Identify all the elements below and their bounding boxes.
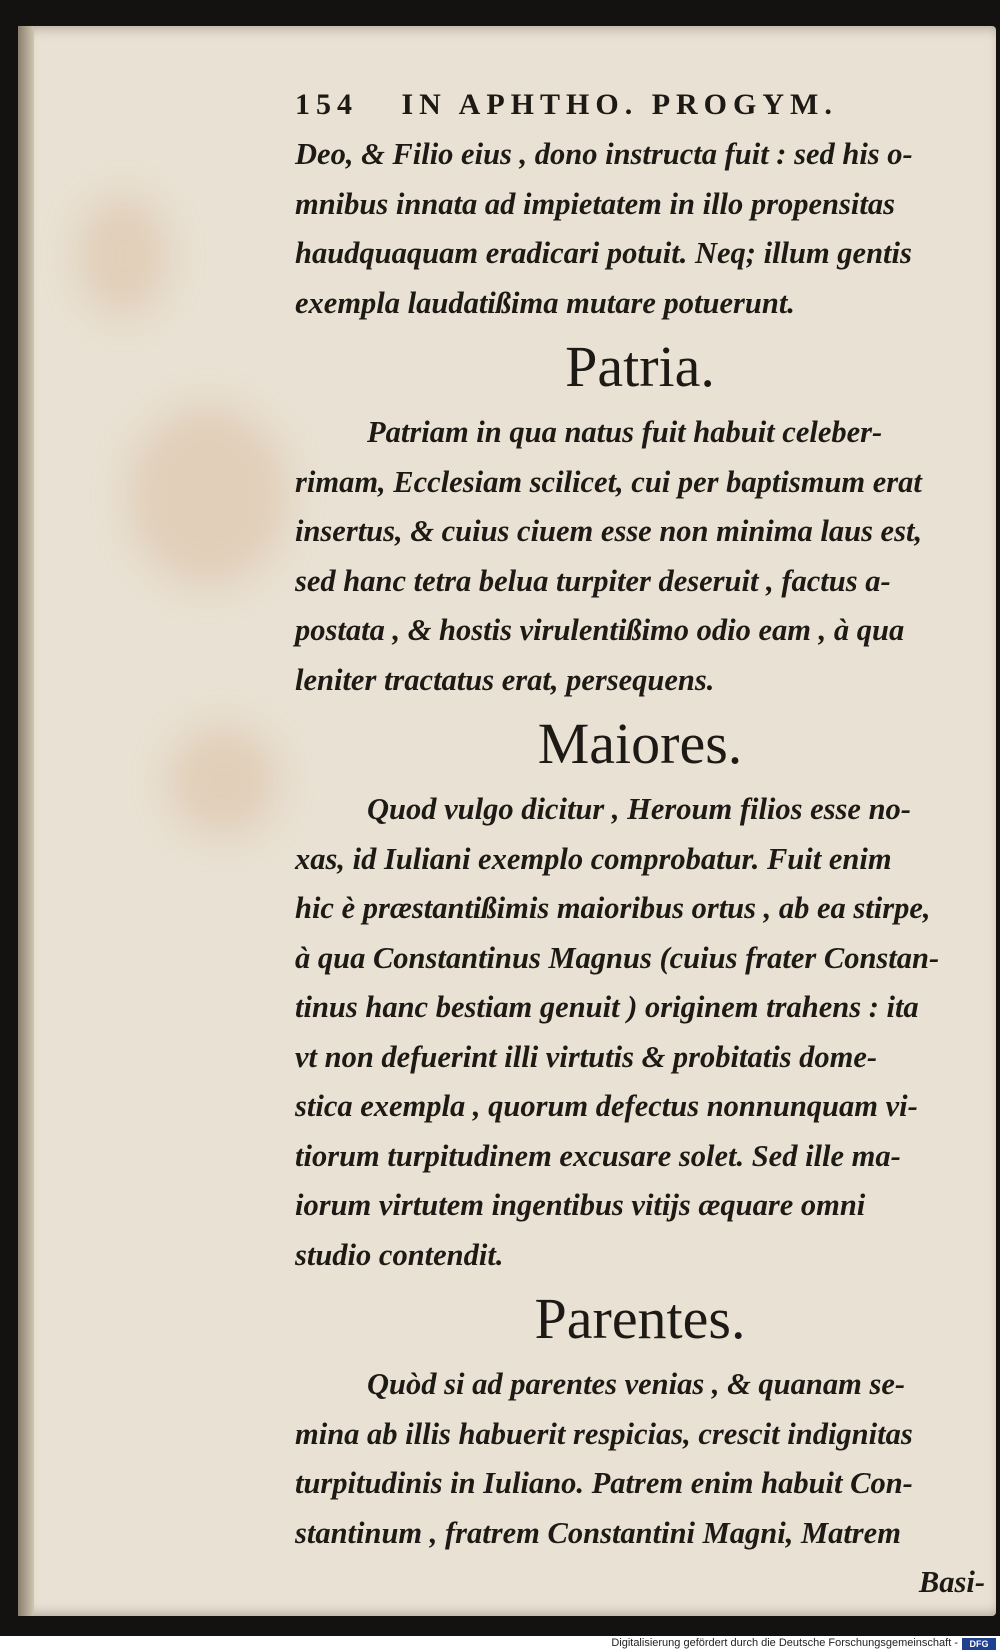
text-line: studio contendit.	[295, 1237, 504, 1272]
running-title: IN APHTHO. PROGYM.	[401, 88, 838, 121]
text-line: xas, id Iuliani exemplo comprobatur. Fuit enim	[295, 841, 892, 876]
stain	[128, 406, 288, 586]
page-text	[295, 88, 985, 1608]
stain	[168, 726, 278, 836]
text-line: stantinum , fratrem Constantini Magni, Matrem	[295, 1515, 901, 1550]
text-line: rimam, Ecclesiam scilicet, cui per baptismum erat	[295, 464, 922, 499]
text-line: sed hanc tetra belua turpiter deseruit , factus a-	[295, 563, 891, 598]
running-head	[295, 88, 985, 122]
text-line: leniter tractatus erat, persequens.	[295, 662, 715, 697]
text-line: hic è præstantißimis maioribus ortus , ab ea stirpe,	[295, 891, 931, 925]
text-line: mina ab illis habuerit respicias, crescit indignitas	[295, 1416, 913, 1451]
dfg-logo: DFG	[962, 1638, 996, 1650]
funding-credit: Digitalisierung gefördert durch die Deutsche Forschungsgemeinschaft -	[611, 1637, 958, 1649]
text-line: insertus, & cuius ciuem esse non minima laus est,	[295, 514, 923, 548]
section-heading-patria: Patria.	[565, 334, 715, 399]
section-heading-maiores: Maiores.	[537, 711, 743, 776]
paragraph-maiores	[295, 785, 985, 1280]
text-line: Quod vulgo dicitur , Heroum filios esse no-	[367, 792, 911, 826]
opening-paragraph	[295, 130, 985, 328]
paragraph-patria	[295, 408, 985, 705]
text-line: exempla laudatißima mutare potuerunt.	[295, 285, 795, 320]
text-line: à qua Constantinus Magnus (cuius frater Constan-	[295, 940, 940, 975]
text-line: postata , & hostis virulentißimo odio eam , à qua	[295, 613, 905, 647]
text-line: tinus hanc bestiam genuit ) originem trahens : ita	[295, 990, 919, 1024]
stain	[78, 196, 168, 316]
page-gutter-edge	[18, 26, 34, 1616]
paragraph-parentes	[295, 1360, 985, 1608]
text-line: Deo, & Filio eius , dono instructa fuit : sed his o-	[295, 137, 913, 171]
text-line: stica exempla , quorum defectus nonnunquam vi-	[295, 1089, 918, 1123]
text-line: mnibus innata ad impietatem in illo propensitas	[295, 186, 895, 221]
section-heading-parentes: Parentes.	[534, 1286, 746, 1351]
text-line: haudquaquam eradicari potuit. Neq; illum gentis	[295, 236, 912, 270]
text-line: tiorum turpitudinem excusare solet. Sed ille ma-	[295, 1138, 901, 1173]
text-line: Patriam in qua natus fuit habuit celeber-	[367, 415, 883, 449]
text-line: vt non defuerint illi virtutis & probitatis dome-	[295, 1039, 878, 1074]
text-line: Quòd si ad parentes venias , & quanam se-	[367, 1367, 906, 1401]
text-line: iorum virtutem ingentibus vitijs æquare omni	[295, 1188, 866, 1222]
catchword: Basi-	[918, 1565, 985, 1599]
text-line: turpitudinis in Iuliano. Patrem enim habuit Con-	[295, 1466, 913, 1500]
page-number: 154	[295, 88, 358, 121]
